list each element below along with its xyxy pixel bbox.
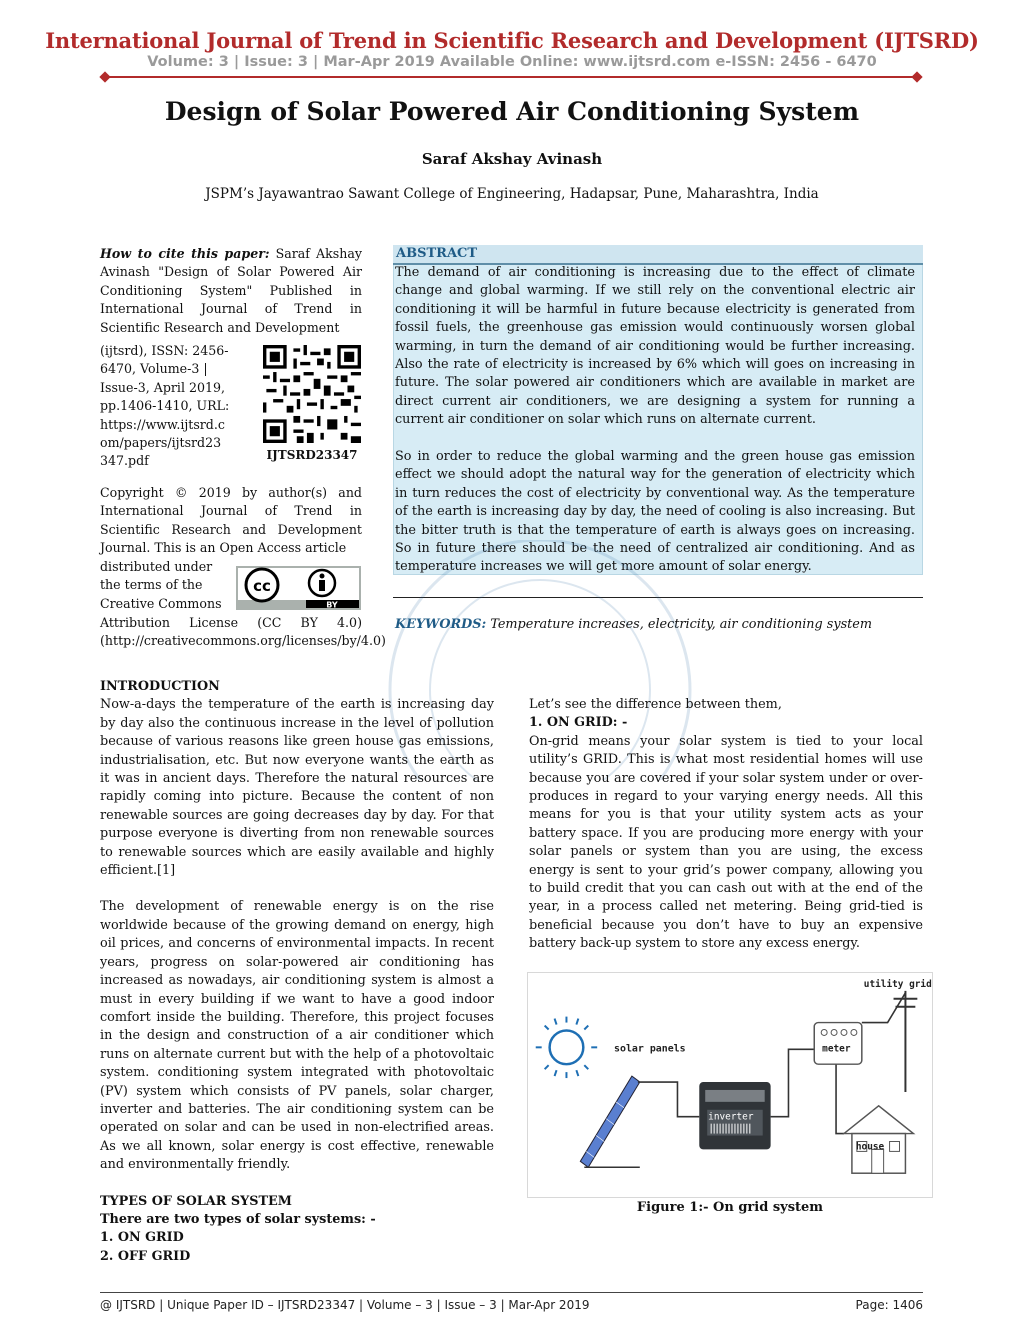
cite-text: Saraf Akshay Avinash "Design of Solar Powered Air Conditioning System" Published in International Journal of Trend in Scientific Research and Development [100,246,362,335]
types-item-2: 2. OFF GRID [100,1248,191,1264]
cite-line: Issue-3, April 2019, [100,379,226,395]
paper-title: Design of Solar Powered Air Conditioning System [164,97,860,126]
utility-grid-label: utility grid [863,978,932,990]
header-rule [105,76,917,78]
cite-block [100,245,362,337]
cite-url-line[interactable]: om/papers/ijtsrd23 [100,435,222,451]
house-label: house [855,1141,885,1153]
cite-line: (ijtsrd), ISSN: 2456- [100,343,229,358]
on-grid-paragraph: On-grid means your solar system is tied to your local utility’s GRID. This is what most residential homes will use because you are covered if your solar system under or over-produces in regard to your varying energy needs. All this means for you is that your utility system acts as your battery space. If you are producing more energy with your solar panels or system than you are using, the excess energy is sent to your grid’s power company, allowing you to build credit that you can cash out with at the end of the year, in a process called net metering. Being grid-tied is beneficial because you don’t have to buy an expensive battery back-up system to store any excess energy. [529,733,923,952]
journal-title: International Journal of Trend in Scientific Research and Development (IJTSRD) [45,28,979,53]
abstract-heading: ABSTRACT [393,245,923,263]
abstract-paragraph-1: The demand of air conditioning is increasing due to the effect of climate change and global warming. If we still rely on the conventional electric air conditioning it will be harmful in future because electricity is generated from fossil fuels, the greenhouse gas emission would continuously worsen global warming, in turn the demand of air conditioning would be further increasing. Also the rate of electricity is increased by 6% which will goes on increasing in future. The solar powered air conditioners which are available in market are direct current air conditioners, we are designing a system for running a current air conditioner on solar which runs on alternate current. [395,265,915,428]
intro-paragraph-1: Now-a-days the temperature of the earth is increasing day by day also the continuous increase in the level of pollution because of various reasons like green house gas emissions, industrialisation, etc. But now everyone wants the earth as it was in ancient days. Therefore the natural resources are rapidly coming into picture. Because the content of non renewable sources are going decreases day by day. For that purpose everyone is diverting from non renewable sources to renewable sources which are easily available and highly efficient.[1] [100,697,494,879]
qr-code-icon [263,345,361,443]
copyright-line: the terms of the [100,577,203,593]
cite-continued [100,342,250,471]
keywords-text: Temperature increases, electricity, air conditioning system [490,617,873,632]
cc-by-license-badge[interactable] [236,566,361,610]
abstract-paragraph-2: So in order to reduce the global warming and the green house gas emission effect we should adopt the natural way for the generation of electricity which in turn reduces the cost of electricity by conventional way. As the temperature of the earth is increasing day by day, the need of cooling is also increasing. But the bitter truth is that the temperature of earth is always goes on increasing. So in future there should be the need of centralized air conditioning. And as temperature increases we will get more amount of solar energy. [395,449,915,575]
cite-line: 6470, Volume-3 | [100,361,208,377]
types-item-1: 1. ON GRID [100,1230,184,1246]
copyright-text: Copyright © 2019 by author(s) and International Journal of Trend in Scientific Research and Development Journal. This is an Open Access article [100,485,362,556]
copyright-continued [100,558,230,613]
keywords-label: KEYWORDS: [395,617,487,632]
right-body [529,696,923,954]
copyright-license [100,614,386,651]
footer-left: @ IJTSRD | Unique Paper ID – IJTSRD23347 | Volume – 3 | Issue – 3 | Mar-Apr 2019 [100,1298,590,1312]
intro-paragraph-2: The development of renewable energy is on the rise worldwide because of the growing demand on energy, high oil prices, and concerns of environmental impacts. In recent years, progress on solar-powered air conditioning has increased as nowadays, air conditioning system is almost a must in every building if we want to have a good indoor comfort inside the building. Therefore, this project focuses in the design and construction of a air conditioner which runs on alternate current but with the help of a photovoltaic system. conditioning system integrated with photovoltaic (PV) system which consists of PV panels, solar charger, inverter and batteries. The air conditioning system can be operated on solar and can be used in non-electrified areas. As we all known, solar energy is cost effective, renewable and environmentally friendly. [100,899,494,1173]
meter-label: meter [822,1043,851,1055]
volume-line: Volume: 3 | Issue: 3 | Mar-Apr 2019 Available Online: www.ijtsrd.com e-ISSN: 2456 - 6470 [147,54,877,70]
figure-caption: Figure 1:- On grid system [636,1200,824,1215]
types-subheading: There are two types of solar systems: - [100,1211,376,1227]
rule-right-diamond [911,71,922,82]
cite-url-line[interactable]: https://www.ijtsrd.c [100,416,225,432]
inverter-label: inverter [708,1111,754,1123]
paper-id-label: IJTSRD23347 [266,448,358,462]
cite-line: pp.1406-1410, URL: [100,398,230,414]
paper-affiliation: JSPM’s Jayawantrao Sawant College of Engineering, Hadapsar, Pune, Maharashtra, India [205,186,819,202]
right-intro: Let’s see the difference between them, [529,697,782,712]
cc-badge-by-text: BY [326,600,338,610]
page-number: Page: 1406 [855,1298,923,1312]
on-grid-diagram [527,972,933,1198]
on-grid-heading: 1. ON GRID: - [529,715,628,731]
left-body [100,678,494,1266]
footer-rule [100,1292,923,1293]
svg-text:cc: cc [253,577,271,595]
paper-author: Saraf Akshay Avinash [421,150,603,168]
types-heading: TYPES OF SOLAR SYSTEM [100,1193,292,1209]
license-text[interactable]: Attribution License (CC BY 4.0) (http://creativecommons.org/licenses/by/4.0) [100,615,386,649]
rule-left-diamond [99,71,110,82]
cite-label: How to cite this paper: [100,246,270,261]
intro-heading: INTRODUCTION [100,679,220,694]
solar-panels-label: solar panels [614,1043,686,1055]
copyright-block [100,484,362,558]
copyright-line: distributed under [100,559,213,574]
copyright-line: Creative Commons [100,595,222,611]
cite-url-line[interactable]: 347.pdf [100,453,149,469]
